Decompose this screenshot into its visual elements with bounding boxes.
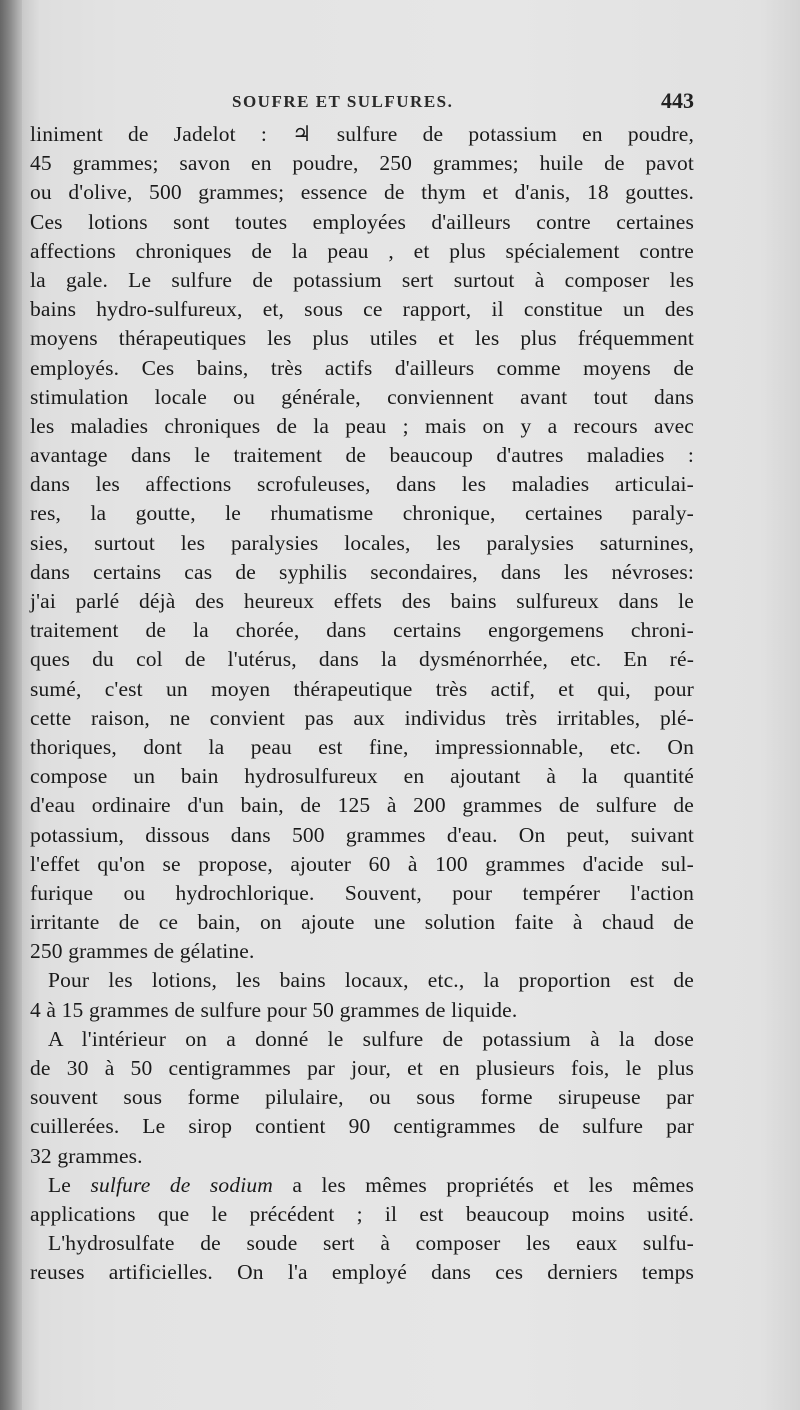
text-line: reuses artificielles. On l'a employé dans ces derniers temps xyxy=(30,1260,694,1285)
text-line: liniment de Jadelot : ♃ sulfure de potassium en poudre, xyxy=(30,122,694,146)
text-line: 32 grammes. xyxy=(30,1143,143,1168)
text-line: thoriques, dont la peau est fine, impressionnable, etc. On xyxy=(30,734,694,759)
text-line: ou d'olive, 500 grammes; essence de thym et d'anis, 18 gouttes. xyxy=(30,180,694,205)
page-number: 443 xyxy=(661,88,694,113)
text-line: la gale. Le sulfure de potassium sert surtout à composer les xyxy=(30,267,694,292)
text-line: bains hydro-sulfureux, et, sous ce rapport, il constitue un des xyxy=(30,297,694,322)
text-line: moyens thérapeutiques les plus utiles et les plus fréquemment xyxy=(30,326,694,351)
text-line: compose un bain hydrosulfureux en ajoutant à la quantité xyxy=(30,764,694,789)
italic-term: sulfure de sodium xyxy=(90,1172,273,1197)
text-line: affections chroniques de la peau , et plus spécialement contre xyxy=(30,238,694,263)
text-line: res, la goutte, le rhumatisme chronique, certaines paraly- xyxy=(30,501,694,526)
text-line: de 30 à 50 centigrammes par jour, et en plusieurs fois, le plus xyxy=(30,1056,694,1080)
text-line: j'ai parlé déjà des heureux effets des bains sulfureux dans le xyxy=(30,589,694,613)
text-line: furique ou hydrochlorique. Souvent, pour tempérer l'action xyxy=(30,880,694,905)
text-line: A l'intérieur on a donné le sulfure de potassium à la dose xyxy=(48,1026,694,1051)
text-line-rest: a les mêmes propriétés et les mêmes xyxy=(292,1172,694,1197)
text-line: d'eau ordinaire d'un bain, de 125 à 200 grammes de sulfure de xyxy=(30,793,694,818)
text-line: irritante de ce bain, on ajoute une solution faite à chaud de xyxy=(30,910,694,935)
binding-shadow xyxy=(0,0,22,1410)
text-line: L'hydrosulfate de soude sert à composer les eaux sulfu- xyxy=(48,1231,694,1256)
text-line-sodium xyxy=(30,1171,694,1200)
text-line: potassium, dissous dans 500 grammes d'eau. On peut, suivant xyxy=(30,822,694,847)
text-line: Ces lotions sont toutes employées d'ailleurs contre certaines xyxy=(30,209,694,234)
body-text xyxy=(30,120,694,1288)
text-line: les maladies chroniques de la peau ; mais on y a recours avec xyxy=(30,413,694,438)
text-line-prefix: Le xyxy=(48,1172,91,1197)
text-line: 45 grammes; savon en poudre, 250 grammes; huile de pavot xyxy=(30,151,694,176)
text-line: sies, surtout les paralysies locales, les paralysies saturnines, xyxy=(30,530,694,555)
text-line: 250 grammes de gélatine. xyxy=(30,939,255,964)
text-line: employés. Ces bains, très actifs d'ailleurs comme moyens de xyxy=(30,355,694,380)
running-head-title: SOUFRE ET SULFURES. xyxy=(232,92,454,111)
text-line: traitement de la chorée, dans certains engorgemens chroni- xyxy=(30,618,694,643)
text-line: avantage dans le traitement de beaucoup d'autres maladies : xyxy=(30,443,694,468)
text-line: 4 à 15 grammes de sulfure pour 50 grammes de liquide. xyxy=(30,997,518,1022)
text-line: Pour les lotions, les bains locaux, etc., la proportion est de xyxy=(48,968,694,993)
text-line: cuillerées. Le sirop contient 90 centigrammes de sulfure par xyxy=(30,1114,694,1139)
text-line: cette raison, ne convient pas aux individus très irritables, plé- xyxy=(30,705,694,730)
text-line: ques du col de l'utérus, dans la dysménorrhée, etc. En ré- xyxy=(30,647,694,672)
text-line: sumé, c'est un moyen thérapeutique très actif, et qui, pour xyxy=(30,676,694,701)
running-head xyxy=(0,88,800,118)
text-line: stimulation locale ou générale, conviennent avant tout dans xyxy=(30,384,694,409)
text-line: l'effet qu'on se propose, ajouter 60 à 100 grammes d'acide sul- xyxy=(30,851,694,876)
text-line: dans certains cas de syphilis secondaires, dans les névroses: xyxy=(30,559,694,584)
text-line: dans les affections scrofuleuses, dans les maladies articulai- xyxy=(30,472,694,497)
text-line: applications que le précédent ; il est beaucoup moins usité. xyxy=(30,1201,694,1226)
text-line: souvent sous forme pilulaire, ou sous forme sirupeuse par xyxy=(30,1085,694,1110)
